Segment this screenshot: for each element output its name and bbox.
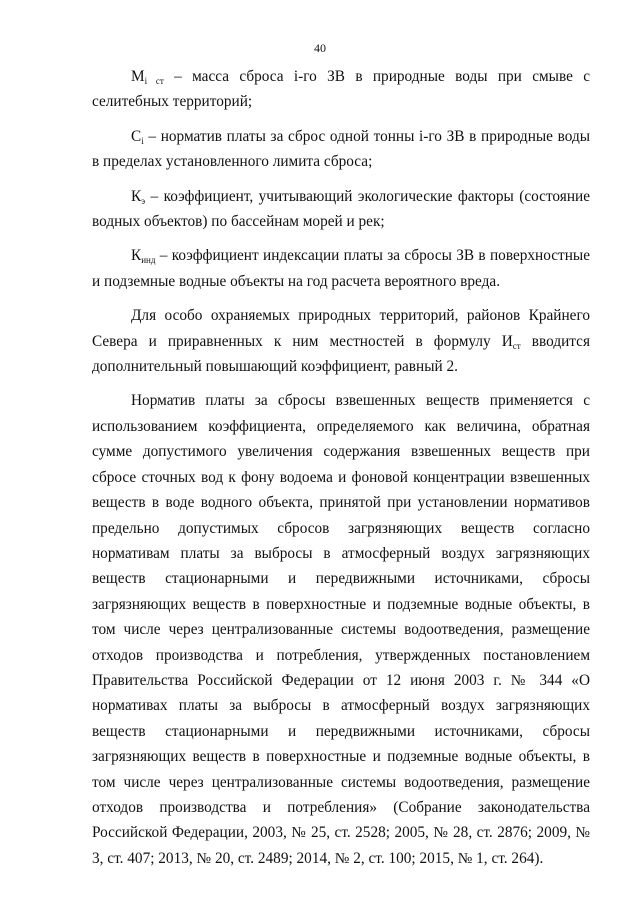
paragraph-north-coefficient (92, 303, 590, 379)
definition-index-coefficient (92, 243, 590, 294)
paragraph-text: вводится дополнительный повышающий коэффициент, равный 2. (92, 332, 591, 376)
definition-text: – масса сброса i-го ЗВ в природные воды при смыве с селитебных территорий; (92, 68, 590, 111)
subscript: э (141, 195, 146, 206)
definition-text: – коэффициент, учитывающий экологические факторы (состояние водных объектов) по бассейнам морей и рек; (92, 187, 590, 231)
definition-text: – норматив платы за сброс одной тонны i-го ЗВ в природные воды в пределах установленного лимита сброса; (92, 127, 590, 171)
definition-text: – коэффициент индексации платы за сбросы ЗВ в поверхностные и подземные водные объекты на год расчета вероятного вреда. (92, 247, 590, 290)
definition-mass (92, 64, 590, 115)
symbol: К (131, 187, 142, 205)
symbol: С (131, 127, 142, 145)
paragraph-suspended-solids-norm: Норматив платы за сбросы взвешенных веществ применяется с использованием коэффициента, определяемого как величина, обратная сумме допустимого увеличения содержания взвешенных веществ при сбросе сточных вод к фону водоема и фоновой концентрации взвешенных веществ в воде водного объекта, принятой при установлении нормативов предельно допустимых сбросов загрязняющих веществ согласно нормативам платы за выбросы в атмосферный воздух загрязняющих веществ стационарными и передвижными источниками, сбросы загрязняющих веществ в поверхностные и подземные водные объекты, в том числе через централизованные системы водоотведения, размещение отходов производства и потребления, утвержденных постановлением Правительства Российской Федерации от 12 июня 2003 г. № 344 «О нормативах платы за выбросы в атмосферный воздух загрязняющих веществ стационарными и передвижными источниками, сбросы загрязняющих веществ в поверхностные и подземные водные объекты, в том числе через централизованные системы водоотведения, размещение отходов производства и потребления» (Собрание законодательства Российской Федерации, 2003, № 25, ст. 2528; 2005, № 28, ст. 2876; 2009, № 3, ст. 407; 2013, № 20, ст. 2489; 2014, № 2, ст. 100; 2015, № 1, ст. 264). (92, 392, 590, 867)
document-body (92, 64, 590, 871)
subscript: ст (512, 340, 521, 351)
definition-eco-coefficient (92, 184, 590, 235)
page-number: 40 (314, 41, 326, 55)
subscript: инд (141, 255, 156, 266)
subscript: i ст (144, 76, 164, 86)
symbol: M (131, 68, 145, 85)
definition-rate (92, 124, 590, 175)
symbol: К (131, 247, 142, 265)
subscript: i (141, 135, 144, 146)
paragraph-text: Для особо охраняемых природных территорий, районов Крайнего Севера и приравненных к ним местностей в формулу И (92, 307, 590, 350)
